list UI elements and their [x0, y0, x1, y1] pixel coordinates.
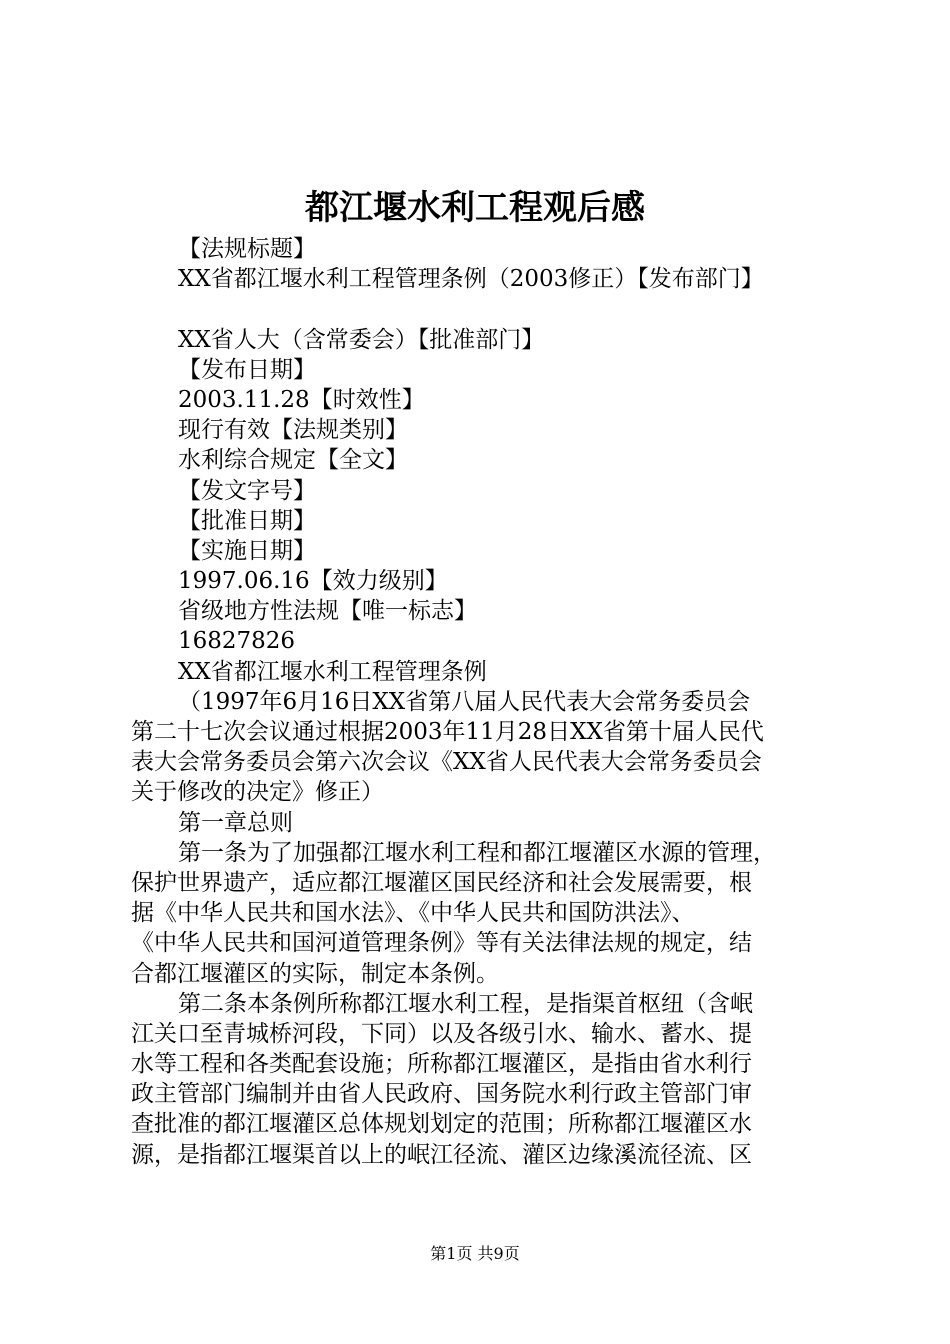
meta-line: 【实施日期】	[178, 537, 316, 564]
meta-line: XX省人大（含常委会）【批准部门】	[178, 326, 545, 353]
meta-line: 水利综合规定【全文】	[178, 447, 408, 474]
article-1-line: 据《中华人民共和国水法》、《中华人民共和国防洪法》、	[131, 900, 695, 927]
meta-line: 【发布日期】	[178, 356, 316, 383]
meta-line: 1997.06.16【效力级别】	[178, 568, 448, 595]
preamble-line: （1997年6月16日XX省第八届人民代表大会常务委员会	[178, 688, 751, 715]
article-2-line: 源，是指都江堰渠首以上的岷江径流、灌区边缘溪流径流、区	[131, 1141, 752, 1168]
article-2-line: 第二条本条例所称都江堰水利工程，是指渠首枢纽（含岷	[178, 990, 753, 1017]
meta-line: 2003.11.28【时效性】	[178, 386, 425, 413]
chapter-heading: 第一章总则	[178, 809, 293, 836]
meta-line: 【发文字号】	[178, 477, 316, 504]
meta-line: XX省都江堰水利工程管理条例（2003修正）【发布部门】	[178, 266, 764, 293]
blank-line	[131, 294, 831, 324]
meta-line: 现行有效【法规类别】	[178, 417, 408, 444]
article-1-line: 保护世界遗产，适应都江堰灌区国民经济和社会发展需要，根	[131, 869, 752, 896]
document-body	[131, 234, 831, 1170]
document-title: 都江堰水利工程观后感	[305, 188, 645, 228]
preamble-line: 表大会常务委员会第六次会议《XX省人民代表大会常务委员会	[131, 749, 762, 776]
article-1-line: 《中华人民共和国河道管理条例》等有关法律法规的规定，结	[131, 930, 752, 957]
meta-line: 省级地方性法规【唯一标志】	[178, 598, 477, 625]
preamble-line: 第二十七次会议通过根据2003年11月28日XX省第十届人民代	[131, 719, 764, 745]
meta-line: 【法规标题】	[178, 236, 316, 262]
article-1-line: 第一条为了加强都江堰水利工程和都江堰灌区水源的管理，	[178, 839, 776, 866]
article-2-line: 查批准的都江堰灌区总体规划划定的范围；所称都江堰灌区水	[131, 1111, 752, 1138]
article-2-line: 江关口至青城桥河段，下同）以及各级引水、输水、蓄水、提	[131, 1020, 752, 1047]
regulation-name: XX省都江堰水利工程管理条例	[178, 658, 487, 685]
meta-line: 【批准日期】	[178, 507, 316, 534]
article-2-line: 水等工程和各类配套设施；所称都江堰灌区，是指由省水利行	[131, 1051, 752, 1078]
meta-line: 16827826	[178, 628, 296, 655]
article-2-line: 政主管部门编制并由省人民政府、国务院水利行政主管部门审	[131, 1081, 752, 1108]
page-footer: 第1页 共9页	[430, 1244, 520, 1263]
article-1-line: 合都江堰灌区的实际，制定本条例。	[131, 960, 499, 987]
preamble-line: 关于修改的决定》修正）	[131, 779, 384, 806]
